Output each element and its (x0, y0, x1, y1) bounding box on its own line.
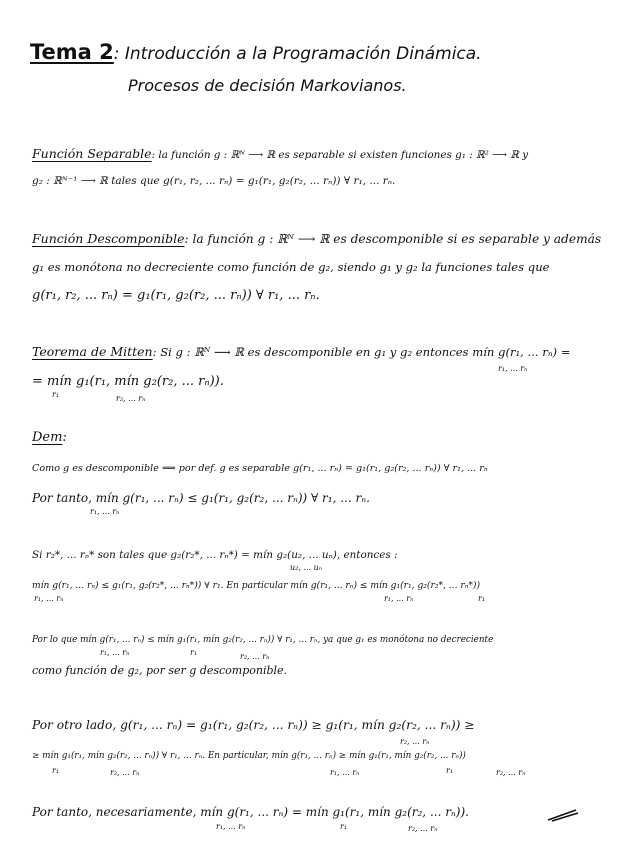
demo-label: Dem (32, 430, 63, 445)
separable-line-1 (32, 146, 528, 163)
title-text: : Introducción a la Programación Dinámica. (113, 44, 482, 64)
separable-label: Función Separable (32, 146, 152, 161)
descomponible-label: Función Descomponible (32, 231, 185, 246)
teorema-text-1: : Si g : ℝᴺ ⟶ ℝ es descomponible en g₁ y g₂ entonces mín g(r₁, ... rₙ) = (152, 345, 571, 359)
subtitle: Procesos de decisión Markovianos. (128, 76, 407, 95)
demo-line-4-sub-a: r₁, ... rₙ (34, 594, 64, 603)
demo-line-8-sub-a: r₁ (52, 766, 60, 775)
demo-line-4-sub-b: r₁, ... rₙ (384, 594, 414, 603)
qed-mark-icon (546, 806, 580, 822)
descomponible-line-1 (32, 231, 601, 247)
descomponible-text-1: : la función g : ℝᴺ ⟶ ℝ es descomponible si es separable y además (184, 232, 602, 246)
demo-line-5-sub-b: r₁ (190, 648, 198, 657)
demo-line-5: Por lo que mín g(r₁, ... rₙ) ≤ mín g₁(r₁, mín g₂(r₂, ... rₙ)) ∀ r₁, ... rₙ, ya que g₁ es monótona no decreciente (32, 635, 494, 645)
separable-line-2: g₂ : ℝᴺ⁻¹ ⟶ ℝ tales que g(r₁, r₂, ... rₙ) = g₁(r₁, g₂(r₂, ... rₙ)) ∀ r₁, ... rₙ. (32, 175, 396, 187)
teorema-sub-2b: r₂, ... rₙ (116, 394, 146, 403)
demo-line-5-sub-c: r₂, ... rₙ (240, 652, 270, 661)
descomponible-line-3: g(r₁, r₂, ... rₙ) = g₁(r₁, g₂(r₂, ... rₙ)) ∀ r₁, ... rₙ. (32, 288, 320, 303)
demo-line-8-sub-e: r₂, ... rₙ (496, 768, 526, 777)
demo-line-8-sub-b: r₂, ... rₙ (110, 768, 140, 777)
descomponible-line-2: g₁ es monótona no decreciente como función de g₂, siendo g₁ y g₂ la funciones tales que (32, 260, 550, 274)
demo-line-6: como función de g₂, por ser g descomponible. (32, 664, 288, 677)
demo-line-8: ≥ mín g₁(r₁, mín g₂(r₂, ... rₙ)) ∀ r₁, ... rₙ. En particular, mín g(r₁, ... rₙ) ≥ mín g₁(r₁, mín g₂(r₂, ... rₙ)) (32, 751, 466, 761)
demo-colon: : (62, 430, 67, 445)
demo-line-2: Por tanto, mín g(r₁, ... rₙ) ≤ g₁(r₁, g₂(r₂, ... rₙ)) ∀ r₁, ... rₙ. (32, 491, 370, 505)
demo-line-9-sub-a: r₁, ... rₙ (216, 822, 246, 831)
teorema-label: Teorema de Mitten (32, 344, 153, 359)
demo-line-4: mín g(r₁, ... rₙ) ≤ g₁(r₁, g₂(r₂*, ... rₙ*)) ∀ r₁. En particular mín g(r₁, ... rₙ) ≤ mín g₁(r₁, g₂(r₂*, ... rₙ*)) (32, 581, 481, 591)
separable-text-1: : la función g : ℝᴺ ⟶ ℝ es separable si existen funciones g₁ : ℝ² ⟶ ℝ y (151, 149, 529, 161)
teorema-line-2: = mín g₁(r₁, mín g₂(r₂, ... rₙ)). (32, 374, 224, 389)
demo-line-4-sub-c: r₁ (478, 594, 486, 603)
demo-line-9: Por tanto, necesariamente, mín g(r₁, ... rₙ) = mín g₁(r₁, mín g₂(r₂, ... rₙ)). (32, 805, 469, 819)
teorema-sub-2a: r₁ (52, 390, 60, 399)
demo-line-9-sub-c: r₂, ... rₙ (408, 824, 438, 833)
demo-line-7: Por otro lado, g(r₁, ... rₙ) = g₁(r₁, g₂(r₂, ... rₙ)) ≥ g₁(r₁, mín g₂(r₂, ... rₙ)) ≥ (32, 718, 475, 732)
teorema-line-1 (32, 344, 570, 360)
demo-line-7-sub: r₂, ... rₙ (400, 737, 430, 746)
demo-line-3-sub: u₂, ... uₙ (290, 563, 323, 572)
header-title (30, 40, 482, 64)
demo-line-3: Si r₂*, ... rₙ* son tales que g₂(r₂*, ... rₙ*) = mín g₂(u₂, ... uₙ), entonces : (32, 549, 398, 561)
demo-heading (32, 430, 67, 446)
demo-line-8-sub-d: r₁ (446, 766, 454, 775)
demo-line-5-sub-a: r₁, ... rₙ (100, 648, 130, 657)
demo-line-2-sub: r₁, ... rₙ (90, 507, 120, 516)
demo-line-8-sub-c: r₁, ... rₙ (330, 768, 360, 777)
demo-line-9-sub-b: r₁ (340, 822, 348, 831)
tema-label: Tema 2 (30, 40, 114, 64)
teorema-sub-1: r₁, ... rₙ (498, 364, 528, 373)
demo-line-1: Como g es descomponible ⟹ por def. g es separable g(r₁, ... rₙ) = g₁(r₁, g₂(r₂, ... rₙ)) ∀ r₁, ... rₙ (32, 463, 488, 474)
